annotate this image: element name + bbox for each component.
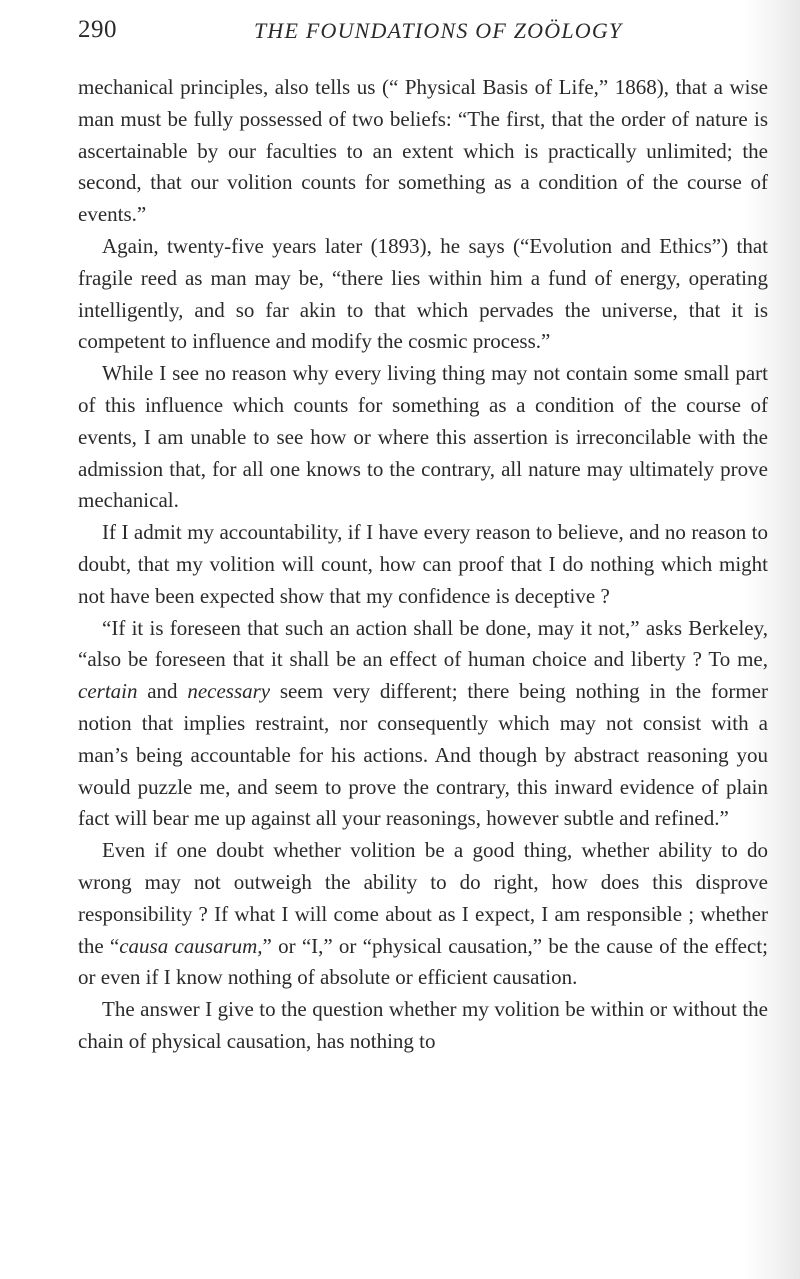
paragraph-5-part-2: and [137,679,188,704]
running-title: THE FOUNDATIONS OF ZOÖLOGY [254,18,623,43]
page-number: 290 [78,16,117,43]
paragraph-5-part-3: seem very different; there being nothing in the former notion that implies restraint, nor consequently which may not consist with a man’s being accountable for his actions. And though by abstract reasoning you would puzzle me, and seem to prove the contrary, this inward evidence of plain fact will bear me up against all your reasonings, however subtle and refined.” [78,679,768,831]
paragraph-5-berkeley-quote [78,613,768,836]
paragraph-6-part-1: Even if one doubt whether volition be a good thing, whether ability to do wrong may not outweigh the ability to do right, how does this disprove responsibility ? If what I will come about as I expect, I am responsible ; whether the “ [78,838,768,958]
paragraph-2: Again, twenty-five years later (1893), he says (“Evolution and Ethics”) that fragile reed as man may be, “there lies within him a fund of energy, operating intelligently, and so far akin to that which pervades the universe, that it is competent to influence and modify the cosmic process.” [78,233,768,354]
paragraph-4: If I admit my accountability, if I have every reason to believe, and no reason to doubt, that my volition will count, how can proof that I do nothing which might not have been expected show that my confidence is deceptive ? [78,520,768,608]
italic-certain: certain [78,679,138,704]
paragraph-6-part-2: ” or “I,” or “physical causation,” be the cause of the effect; or even if I know nothing of absolute or efficient causation. [78,933,768,990]
paragraph-6 [78,835,768,994]
paragraph-7: The answer I give to the question whether my volition be within or without the chain of physical causation, has nothing to [78,997,768,1053]
paragraph-1: mechanical principles, also tells us (“ Physical Basis of Life,” 1868), that a wise man must be fully possessed of two beliefs: “The first, that the order of nature is ascertainable by our faculties to an extent which is practically unlimited; the second, that our volition counts for something as a condition of the course of events.” [78,75,768,227]
italic-necessary: necessary [187,679,271,704]
paragraph-3: While I see no reason why every living thing may not contain some small part of this influence which counts for something as a condition of the course of events, I am unable to see how or where this assertion is irreconcilable with the admission that, for all one knows to the contrary, all nature may ultimately prove mechanical. [78,361,768,513]
body-text [78,72,768,1058]
paragraph-5-part-1: “If it is foreseen that such an action shall be done, may it not,” asks Berkeley, “also be foreseen that it shall be an effect of human choice and liberty ? To me, [78,615,768,672]
italic-causa-causarum: causa causarum, [119,933,263,958]
page-header [78,16,768,56]
